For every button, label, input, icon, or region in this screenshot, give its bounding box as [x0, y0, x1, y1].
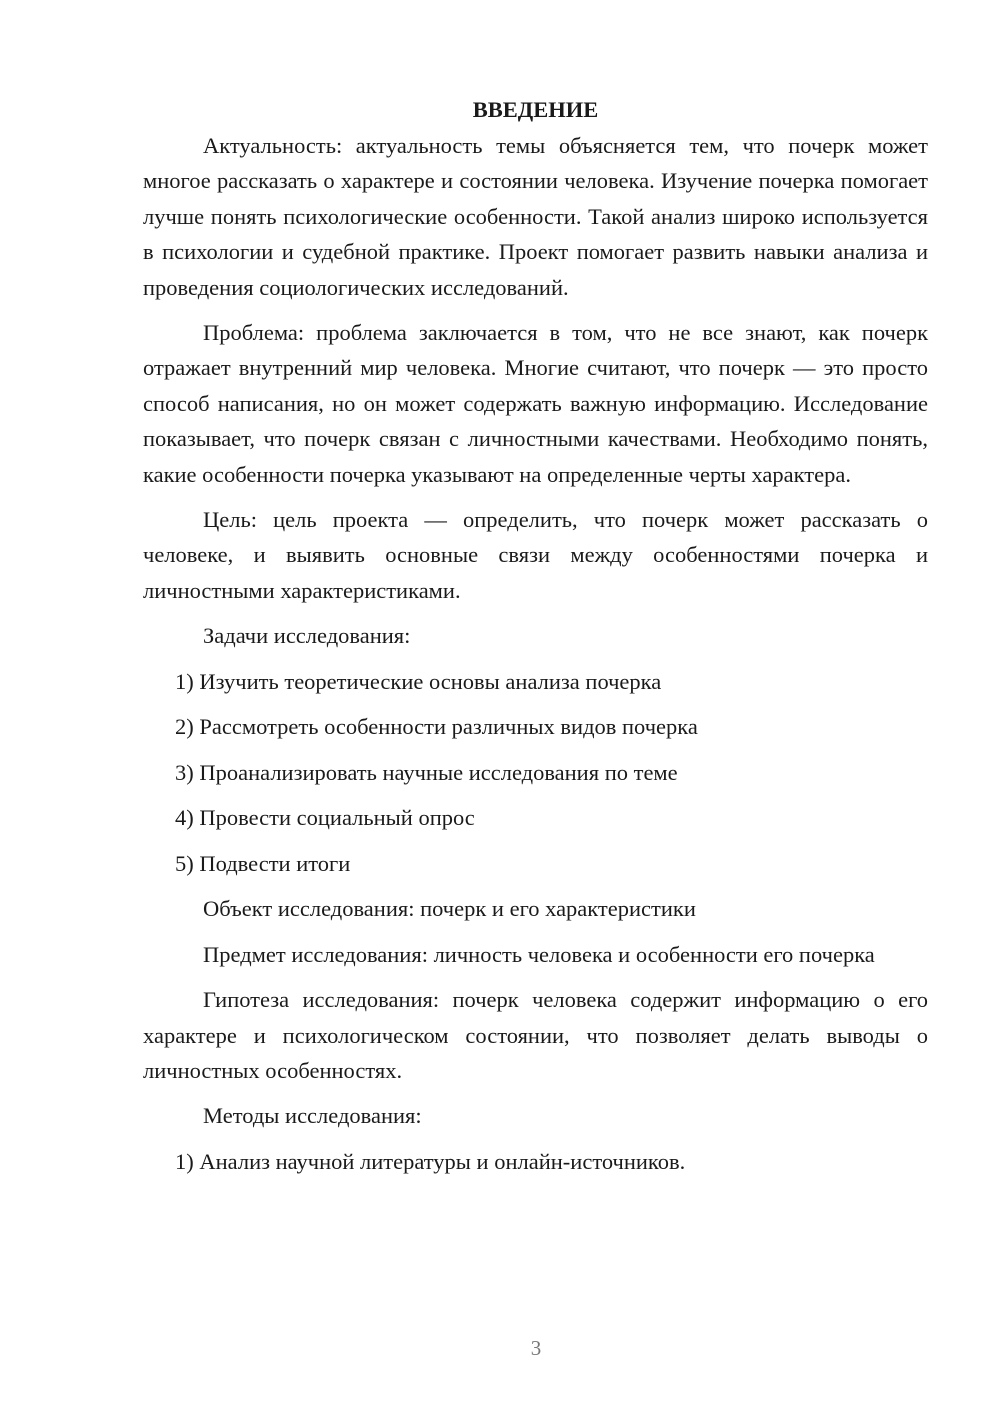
page-content	[143, 92, 928, 1189]
task-item: 1) Изучить теоретические основы анализа почерка	[175, 668, 662, 694]
page-number: 3	[530, 1336, 542, 1360]
task-item: 2) Рассмотреть особенности различных видов почерка	[175, 714, 698, 740]
research-hypothesis: Гипотеза исследования: почерк человека содержит информацию о его характере и психологическом состоянии, что позволяет делать выводы о личностных особенностях.	[143, 987, 928, 1083]
paragraph-goal: Цель: цель проекта — определить, что почерк может рассказать о человеке, и выявить основные связи между особенностями почерка и личностными характеристиками.	[143, 507, 928, 603]
paragraph-relevance: Актуальность: актуальность темы объясняется тем, что почерк может многое рассказать о характере и состоянии человека. Изучение почерка помогает лучше понять психологические особенности. Такой анализ широко используется в психологии и судебной практике. Проект помогает развить навыки анализа и проведения социологических исследований.	[143, 133, 928, 300]
research-object: Объект исследования: почерк и его характеристики	[203, 896, 696, 922]
section-title: ВВЕДЕНИЕ	[472, 97, 599, 122]
tasks-heading: Задачи исследования:	[203, 623, 411, 649]
task-item: 3) Проанализировать научные исследования по теме	[175, 759, 678, 785]
research-subject: Предмет исследования: личность человека и особенности его почерка	[203, 941, 875, 967]
method-item: 1) Анализ научной литературы и онлайн-источников.	[175, 1148, 686, 1174]
task-item: 4) Провести социальный опрос	[175, 805, 475, 831]
task-item: 5) Подвести итоги	[175, 850, 351, 876]
paragraph-problem: Проблема: проблема заключается в том, что не все знают, как почерк отражает внутренний мир человека. Многие считают, что почерк — это просто способ написания, но он может содержать важную информацию. Исследование показывает, что почерк связан с личностными качествами. Необходимо понять, какие особенности почерка указывают на определенные черты характера.	[143, 320, 928, 487]
methods-heading: Методы исследования:	[203, 1103, 422, 1129]
